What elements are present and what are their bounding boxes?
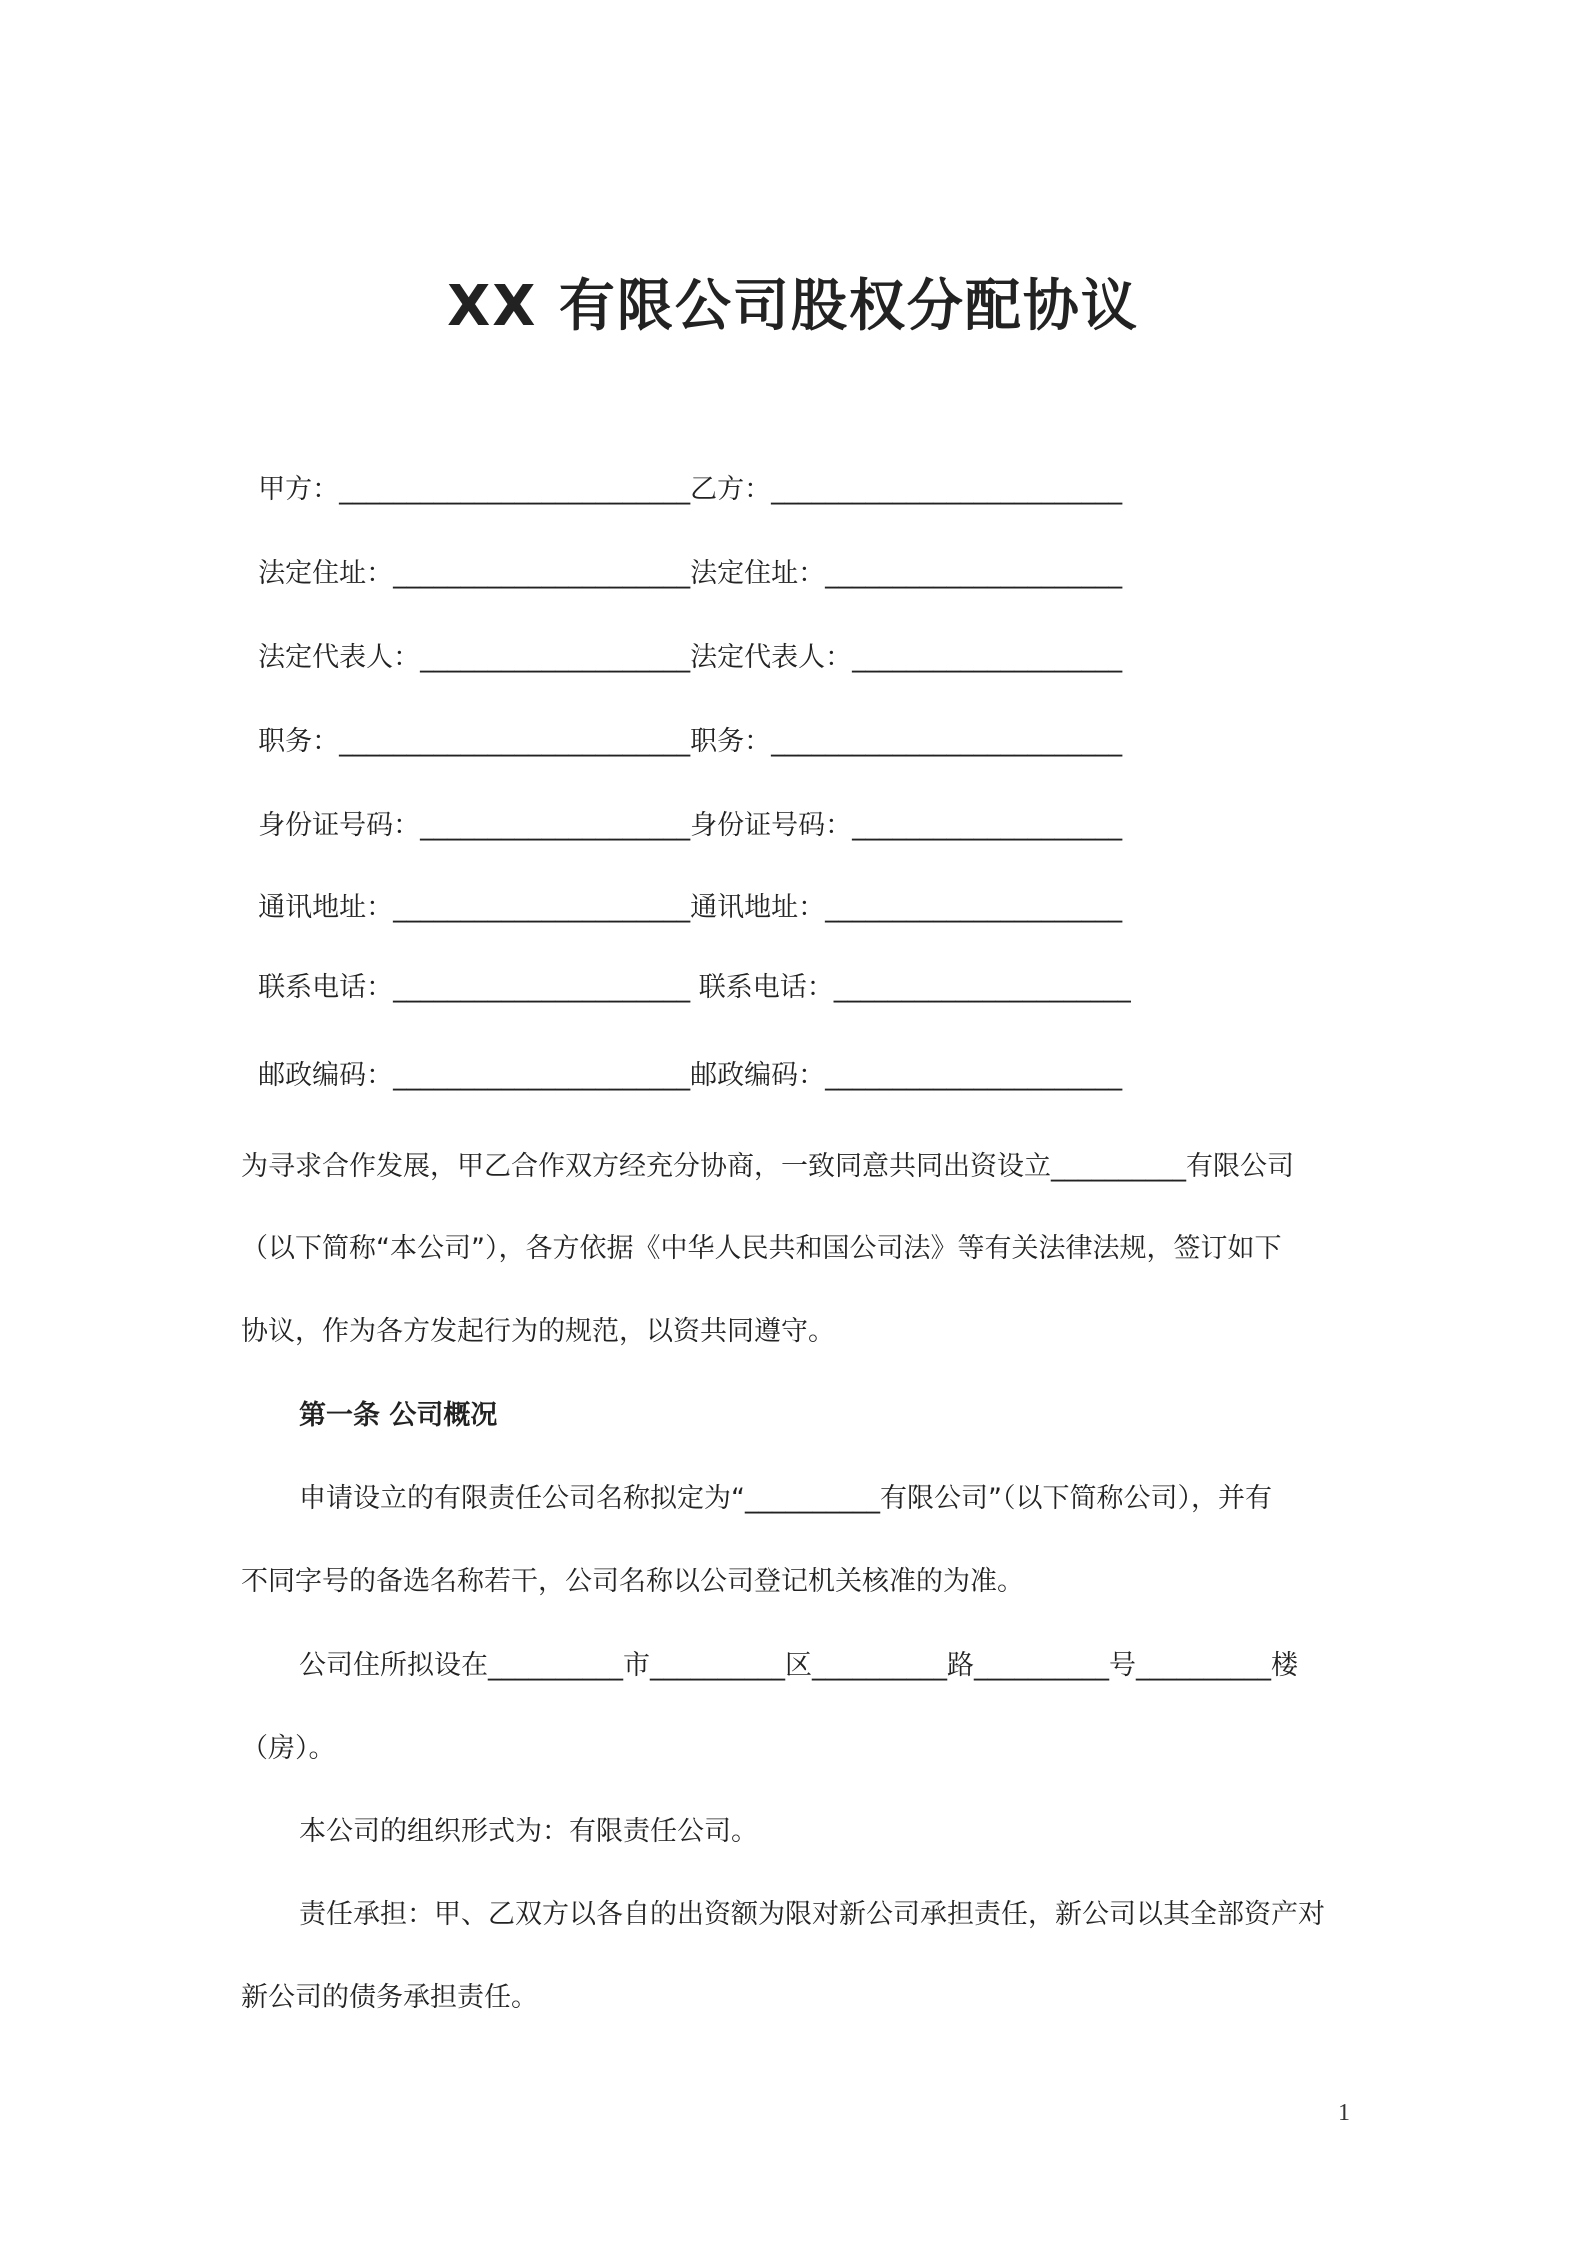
article-line: 本公司的组织形式为：有限责任公司。: [299, 1816, 758, 1847]
article-line: （房）。: [241, 1733, 336, 1764]
document-title: XX 有限公司股权分配协议: [447, 274, 1139, 339]
party-b-field: 联系电话：______________________: [698, 972, 1131, 1003]
party-b-field: 邮政编码：______________________: [690, 1060, 1123, 1091]
preamble-line: 协议，作为各方发起行为的规范，以资共同遵守。: [241, 1316, 835, 1347]
party-b-field: 职务：__________________________: [690, 726, 1123, 757]
party-a-field: 通讯地址：______________________: [258, 892, 691, 923]
party-b-field: 通讯地址：______________________: [690, 892, 1123, 923]
party-row-7: [241, 928, 1131, 1008]
party-b-field: 身份证号码：____________________: [690, 810, 1123, 841]
article-line: 责任承担：甲、乙双方以各自的出资额为限对新公司承担责任，新公司以其全部资产对: [299, 1899, 1325, 1930]
party-a-field: 甲方：__________________________: [258, 474, 691, 505]
preamble-line: 为寻求合作发展，甲乙合作双方经充分协商，一致同意共同出资设立__________有限公司: [241, 1151, 1294, 1182]
party-a-field: 邮政编码：______________________: [258, 1060, 691, 1091]
article-line: 不同字号的备选名称若干，公司名称以公司登记机关核准的为准。: [241, 1566, 1024, 1597]
page-number: 1: [1338, 2100, 1350, 2126]
party-b-field: 法定住址：______________________: [690, 558, 1123, 589]
party-a-field: 联系电话：______________________: [258, 972, 699, 1003]
party-a-field: 职务：__________________________: [258, 726, 691, 757]
party-b-field: 乙方：__________________________: [690, 474, 1123, 505]
party-a-field: 身份证号码：____________________: [258, 810, 691, 841]
article-line: 申请设立的有限责任公司名称拟定为“__________有限公司”（以下简称公司），并有: [299, 1483, 1272, 1514]
preamble-line: （以下简称“本公司”），各方依据《中华人民共和国公司法》等有关法律法规，签订如下: [241, 1233, 1282, 1264]
party-row-2: [241, 514, 1122, 594]
party-a-field: 法定代表人：____________________: [258, 642, 691, 673]
party-row-3: [241, 598, 1122, 678]
party-row-8: [241, 1016, 1122, 1096]
party-a-field: 法定住址：______________________: [258, 558, 691, 589]
article-line: 公司住所拟设在__________市__________区__________路__________号__________楼: [299, 1650, 1298, 1681]
party-row-5: [241, 766, 1122, 846]
party-b-field: 法定代表人：____________________: [690, 642, 1123, 673]
article-line: 新公司的债务承担责任。: [241, 1982, 538, 2013]
party-row-6: [241, 848, 1122, 928]
party-row-1: [241, 430, 1122, 510]
party-row-4: [241, 682, 1122, 762]
article-heading: 第一条 公司概况: [299, 1400, 498, 1431]
